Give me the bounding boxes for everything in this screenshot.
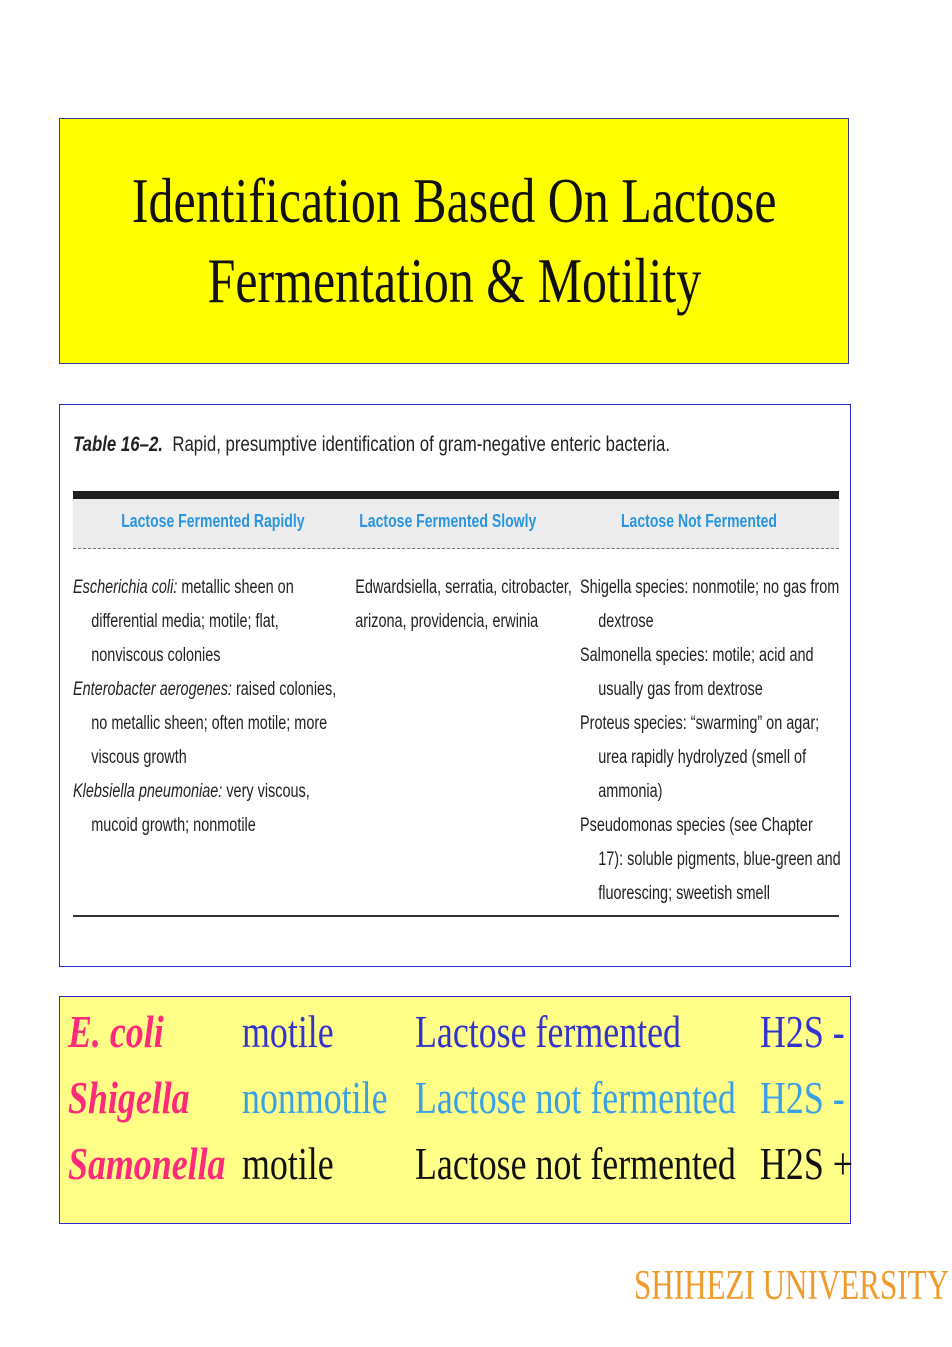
entry-text: very viscous, — [222, 781, 310, 802]
h2s-value: H2S - — [760, 1072, 845, 1123]
table-entry — [73, 571, 336, 673]
motility-value: nonmotile — [242, 1072, 388, 1123]
lactose-value: Lactose not fermented — [415, 1138, 736, 1189]
entry-continuation: viscous growth — [91, 747, 187, 768]
entry-continuation: ammonia) — [598, 781, 663, 802]
entry-first-line: Salmonella species: motile; acid and — [580, 645, 814, 666]
caption-label: Table 16–2. — [73, 433, 163, 456]
entry-continuation: fluorescing; sweetish smell — [598, 883, 770, 904]
table-entry-line: Edwardsiella, serratia, citrobacter, — [355, 577, 572, 598]
entry-first-line — [73, 679, 336, 700]
entry-first-line: Proteus species: “swarming” on agar; — [580, 713, 820, 734]
entry-text: metallic sheen on — [177, 577, 294, 598]
entry-text: raised colonies, — [231, 679, 337, 700]
table-entry — [580, 707, 841, 809]
organism-name: Klebsiella pneumoniae: — [73, 781, 223, 802]
table-entry — [73, 775, 336, 843]
table-entry-line: arizona, providencia, erwinia — [355, 611, 539, 632]
caption-text: Rapid, presumptive identification of gram-negative enteric bacteria. — [172, 433, 671, 456]
entry-continuation: no metallic sheen; often motile; more — [91, 713, 328, 734]
col-not-fermented — [580, 571, 923, 911]
table-entry — [580, 809, 841, 911]
entry-first-line — [73, 781, 310, 802]
entry-first-line: Pseudomonas species (see Chapter — [580, 815, 813, 836]
organism-name: Enterobacter aerogenes: — [73, 679, 232, 700]
title-line-1: Identification Based On Lactose — [131, 165, 777, 236]
col-slow — [330, 571, 572, 639]
title-line-2: Fermentation & Motility — [207, 245, 701, 316]
motility-value: motile — [242, 1138, 334, 1189]
entry-continuation: dextrose — [598, 611, 654, 632]
entry-continuation: urea rapidly hydrolyzed (smell of — [598, 747, 807, 768]
table-entry — [580, 639, 841, 707]
lactose-value: Lactose not fermented — [415, 1072, 736, 1123]
organism-name: E. coli — [68, 1006, 164, 1057]
title-banner — [59, 118, 849, 364]
entry-continuation: usually gas from dextrose — [598, 679, 763, 700]
header-not-fermented: Lactose Not Fermented — [620, 511, 778, 531]
organism-name: Samonella — [68, 1138, 226, 1189]
organism-name: Escherichia coli: — [73, 577, 178, 598]
organism-name: Shigella — [68, 1072, 190, 1123]
reference-table — [59, 404, 851, 967]
motility-value: motile — [242, 1006, 334, 1057]
table-bottom-rule — [73, 915, 839, 917]
summary-row — [60, 1071, 850, 1139]
entry-continuation: nonviscous colonies — [91, 645, 221, 666]
entry-continuation: 17): soluble pigments, blue-green and — [598, 849, 841, 870]
table-entry — [580, 571, 841, 639]
entry-first-line — [73, 577, 294, 598]
table-caption — [73, 433, 670, 457]
lactose-value: Lactose fermented — [415, 1006, 681, 1057]
header-fermented-rapidly: Lactose Fermented Rapidly — [121, 511, 305, 531]
table-entry — [73, 673, 336, 775]
summary-panel — [59, 996, 854, 1224]
summary-row — [60, 1005, 850, 1073]
university-footer: SHIHEZI UNIVERSITY — [634, 1263, 950, 1309]
h2s-value: H2S + — [760, 1138, 854, 1189]
entry-continuation: mucoid growth; nonmotile — [91, 815, 256, 836]
h2s-value: H2S - — [760, 1006, 845, 1057]
header-fermented-slowly: Lactose Fermented Slowly — [359, 511, 537, 531]
entry-continuation: differential media; motile; flat, — [91, 611, 279, 632]
table-header — [73, 499, 839, 549]
summary-row — [60, 1137, 854, 1205]
entry-first-line: Shigella species: nonmotile; no gas from — [580, 577, 840, 598]
table-top-rule — [73, 491, 839, 499]
